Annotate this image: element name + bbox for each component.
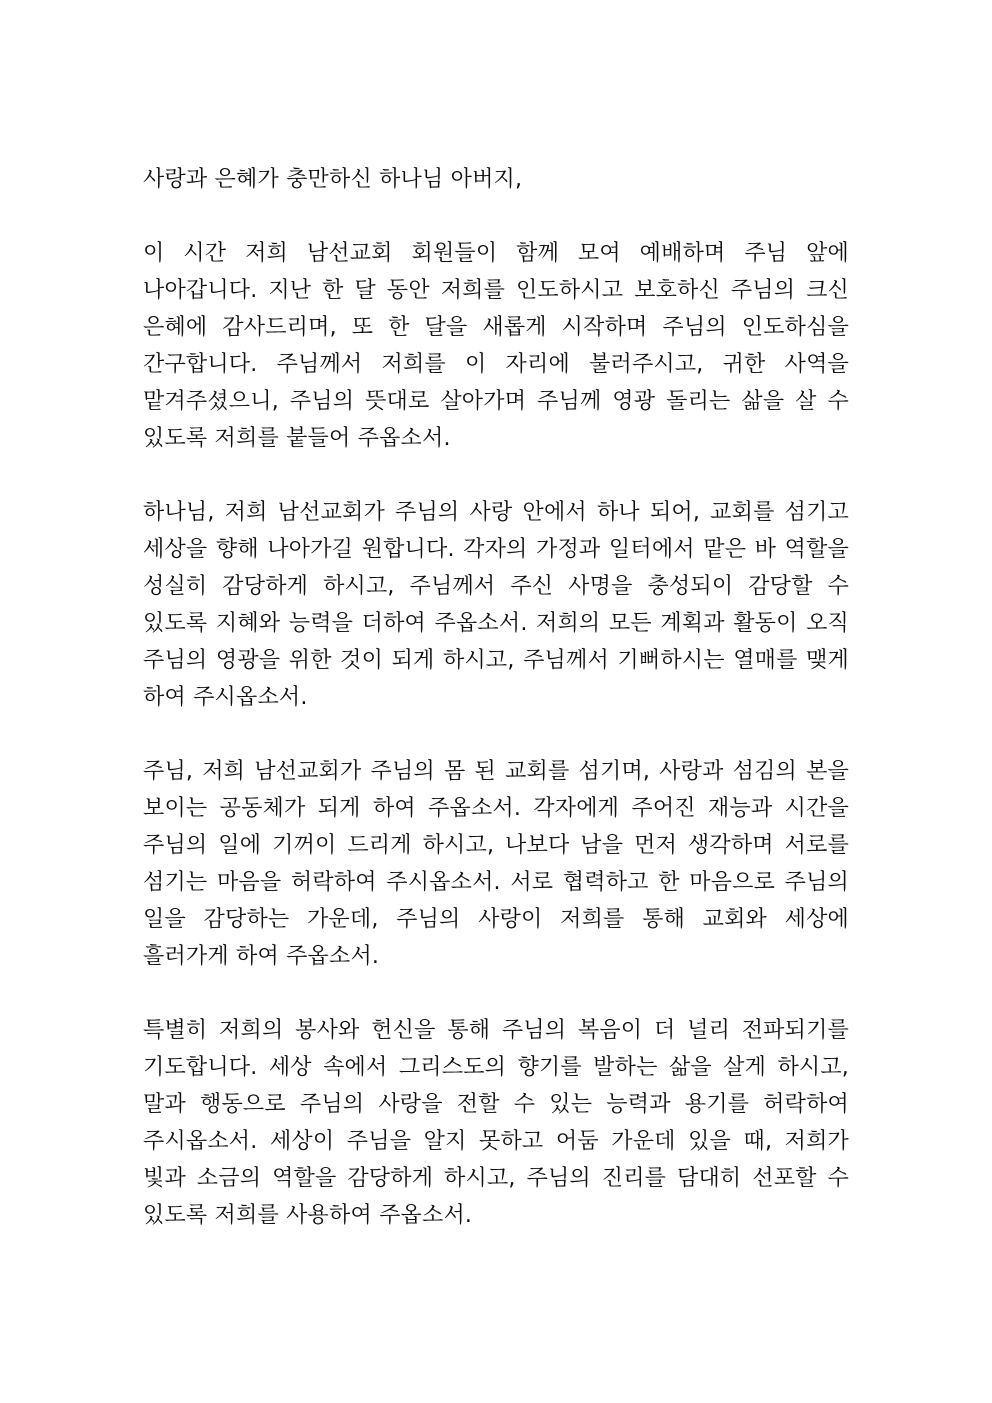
prayer-text bbox=[143, 161, 849, 1271]
paragraph-3: 주님, 저희 남선교회가 주님의 몸 된 교회를 섬기며, 사랑과 섬김의 본을 보이는 공동체가 되게 하여 주옵소서. 각자에게 주어진 재능과 시간을 주님의 일에 기꺼이 드리게 하시고, 나보다 남을 먼저 생각하며 서로를 섬기는 마음을 허락하여 주시옵소서. 서로 협력하고 한 마음으로 주님의 일을 감당하는 가운데, 주님의 사랑이 저희를 통해 교회와 세상에 흘러가게 하여 주옵소서. bbox=[143, 759, 849, 969]
paragraph-2: 하나님, 저희 남선교회가 주님의 사랑 안에서 하나 되어, 교회를 섬기고 세상을 향해 나아가길 원합니다. 각자의 가정과 일터에서 맡은 바 역할을 성실히 감당하게 하시고, 주님께서 주신 사명을 충성되이 감당할 수 있도록 지혜와 능력을 더하여 주옵소서. 저희의 모든 계획과 활동이 오직 주님의 영광을 위한 것이 되게 하시고, 주님께서 기뻐하시는 열매를 맺게 하여 주시옵소서. bbox=[143, 500, 849, 710]
greeting-line: 사랑과 은혜가 충만하신 하나님 아버지, bbox=[143, 167, 523, 192]
paragraph-1: 이 시간 저희 남선교회 회원들이 함께 모여 예배하며 주님 앞에 나아갑니다. 지난 한 달 동안 저희를 인도하시고 보호하신 주님의 크신 은혜에 감사드리며, 또 한 달을 새롭게 시작하며 주님의 인도하심을 간구합니다. 주님께서 저희를 이 자리에 불러주시고, 귀한 사역을 맡겨주셨으니, 주님의 뜻대로 살아가며 주님께 영광 돌리는 삶을 살 수 있도록 저희를 붙들어 주옵소서. bbox=[143, 241, 849, 451]
paragraph-4: 특별히 저희의 봉사와 헌신을 통해 주님의 복음이 더 널리 전파되기를 기도합니다. 세상 속에서 그리스도의 향기를 발하는 삶을 살게 하시고, 말과 행동으로 주님의 사랑을 전할 수 있는 능력과 용기를 허락하여 주시옵소서. 세상이 주님을 알지 못하고 어둠 가운데 있을 때, 저희가 빛과 소금의 역할을 감당하게 하시고, 주님의 진리를 담대히 선포할 수 있도록 저희를 사용하여 주옵소서. bbox=[143, 1018, 849, 1228]
